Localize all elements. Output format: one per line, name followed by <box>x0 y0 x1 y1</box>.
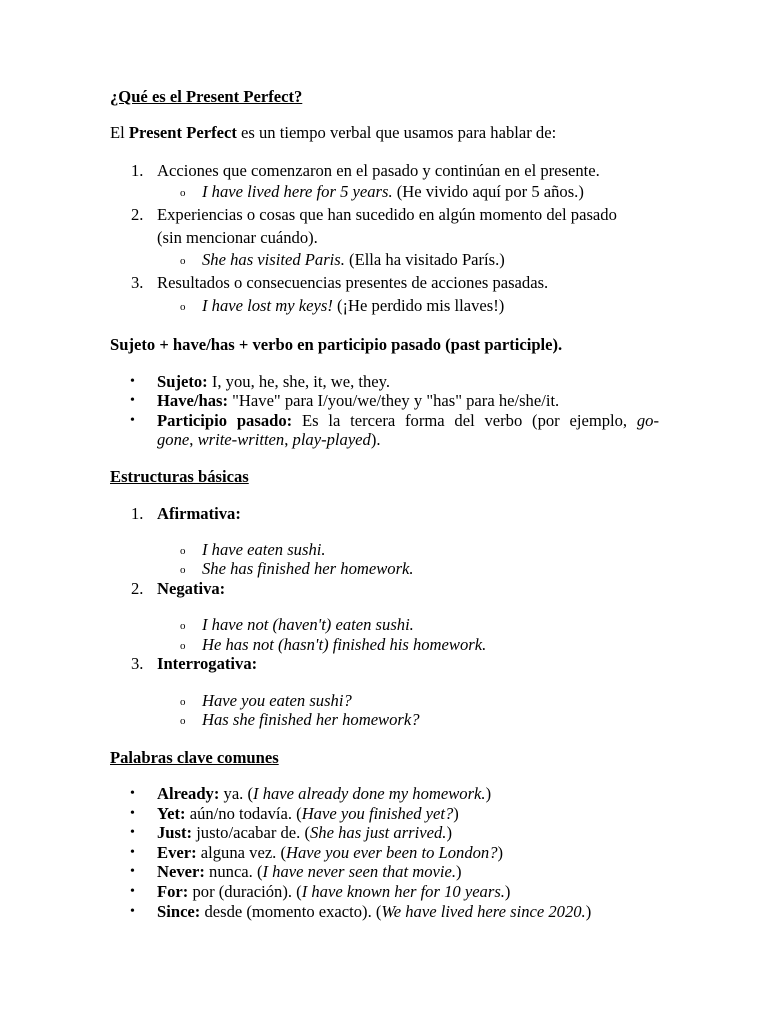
bullet-icon: • <box>130 864 135 879</box>
sub-bullet-icon: o <box>180 187 186 199</box>
keyword-close: ) <box>585 902 592 921</box>
formula-part-end: ). <box>370 430 381 449</box>
structure-example-text: Have you eaten sushi? <box>202 691 352 710</box>
formula-part <box>157 372 659 392</box>
use-text-continued: (sin mencionar cuándo). <box>157 228 318 247</box>
formula-part-example: write-written <box>197 430 285 449</box>
sub-bullet-icon: o <box>180 640 186 652</box>
keyword-example: She has just arrived. <box>310 823 447 842</box>
keyword-example: I have never seen that movie. <box>262 862 457 881</box>
use-number: 3. <box>131 273 144 292</box>
keyword-label: Yet: <box>157 804 186 823</box>
intro-bold: Present Perfect <box>128 123 237 142</box>
formula-part-label: Participio pasado: <box>157 411 293 430</box>
keyword-close: ) <box>485 784 492 803</box>
sub-bullet-icon: o <box>180 564 186 576</box>
keyword-meaning: justo/acabar de. ( <box>192 823 310 842</box>
keyword-meaning: alguna vez. ( <box>196 843 287 862</box>
formula-part-sep: , <box>284 430 293 449</box>
keyword-meaning: desde (momento exacto). ( <box>200 902 382 921</box>
intro-pre: El <box>110 123 129 142</box>
use-example <box>180 250 505 272</box>
use-text: Resultados o consecuencias presentes de acciones pasadas. <box>157 273 549 292</box>
keyword-close: ) <box>497 843 504 862</box>
use-number: 1. <box>131 161 144 180</box>
example-translation: (¡He perdido mis llaves!) <box>332 296 505 315</box>
keyword-label: For: <box>157 882 189 901</box>
structure-example <box>180 559 414 581</box>
formula-part <box>157 391 659 411</box>
sub-bullet-icon: o <box>180 620 186 632</box>
formula-part-label: Have/has: <box>157 391 228 410</box>
keyword-item <box>157 823 659 843</box>
bullet-icon: • <box>130 845 135 860</box>
use-example <box>180 182 584 204</box>
intro-paragraph <box>110 123 660 143</box>
formula-part-example: go- <box>636 411 659 430</box>
keyword-example: Have you ever been to London? <box>286 843 498 862</box>
sub-bullet-icon: o <box>180 255 186 267</box>
structure-number: 3. <box>131 654 144 673</box>
example-translation: (Ella ha visitado París.) <box>344 250 505 269</box>
keyword-label: Just: <box>157 823 193 842</box>
sub-bullet-icon: o <box>180 545 186 557</box>
formula-part-sep: , <box>189 430 198 449</box>
keyword-label: Never: <box>157 862 205 881</box>
formula-part-text: Es la tercera forma del verbo (por ejemplo, <box>292 411 637 430</box>
structure-example-text: I have not (haven't) eaten sushi. <box>202 615 414 634</box>
keyword-close: ) <box>456 862 462 881</box>
structure-example-text: I have eaten sushi. <box>202 540 326 559</box>
use-number: 2. <box>131 205 144 224</box>
keyword-item <box>157 784 659 804</box>
bullet-icon: • <box>130 786 135 801</box>
example-english: She has visited Paris. <box>202 250 345 269</box>
keyword-close: ) <box>504 882 511 901</box>
bullet-icon: • <box>130 413 135 428</box>
keyword-close: ) <box>446 823 452 842</box>
keyword-label: Ever: <box>157 843 197 862</box>
sub-bullet-icon: o <box>180 715 186 727</box>
keyword-item <box>157 843 659 863</box>
heading-keywords: Palabras clave comunes <box>110 748 279 767</box>
formula-part-text: "Have" para I/you/we/they y "has" para he/she/it. <box>228 391 560 410</box>
keyword-item <box>157 902 659 922</box>
keyword-item <box>157 862 659 882</box>
keyword-meaning: ya. ( <box>219 784 254 803</box>
structure-number: 1. <box>131 504 144 523</box>
keyword-item <box>157 882 659 902</box>
structure-example-text: He has not (hasn't) finished his homework. <box>202 635 487 654</box>
bullet-icon: • <box>130 393 135 408</box>
keyword-label: Already: <box>157 784 220 803</box>
structure-label: Afirmativa: <box>157 504 241 523</box>
formula-part-example: gone <box>157 430 190 449</box>
structure-example <box>180 615 414 637</box>
formula-heading: Sujeto + have/has + verbo en participio pasado (past participle). <box>110 335 563 354</box>
formula-part-text: I, you, he, she, it, we, they. <box>207 372 391 391</box>
bullet-icon: • <box>130 806 135 821</box>
sub-bullet-icon: o <box>180 696 186 708</box>
use-text: Acciones que comenzaron en el pasado y continúan en el presente. <box>157 161 600 180</box>
keyword-example: I have known her for 10 years. <box>301 882 505 901</box>
structure-example <box>180 710 420 732</box>
example-translation: (He vivido aquí por 5 años.) <box>392 182 584 201</box>
formula-part <box>157 411 659 431</box>
bullet-icon: • <box>130 374 135 389</box>
structure-label: Negativa: <box>157 579 226 598</box>
sub-bullet-icon: o <box>180 301 186 313</box>
structure-number: 2. <box>131 579 144 598</box>
example-english: I have lived here for 5 years. <box>202 182 393 201</box>
structure-example-text: Has she finished her homework? <box>202 710 420 729</box>
heading-what-is-present-perfect: ¿Qué es el Present Perfect? <box>110 87 303 106</box>
bullet-icon: • <box>130 884 135 899</box>
keyword-example: We have lived here since 2020. <box>381 902 586 921</box>
keyword-meaning: nunca. ( <box>204 862 263 881</box>
keyword-example: I have already done my homework. <box>253 784 486 803</box>
structure-example-text: She has finished her homework. <box>202 559 414 578</box>
bullet-icon: • <box>130 904 135 919</box>
structure-label: Interrogativa: <box>157 654 258 673</box>
use-text: Experiencias o cosas que han sucedido en algún momento del pasado <box>157 205 617 224</box>
keyword-close: ) <box>453 804 459 823</box>
bullet-icon: • <box>130 825 135 840</box>
keyword-example: Have you finished yet? <box>301 804 454 823</box>
use-example <box>180 296 504 318</box>
example-english: I have lost my keys! <box>202 296 333 315</box>
keyword-meaning: por (duración). ( <box>188 882 302 901</box>
formula-part-label: Sujeto: <box>157 372 208 391</box>
intro-post: es un tiempo verbal que usamos para hablar de: <box>236 123 557 142</box>
keyword-item <box>157 804 659 824</box>
keyword-meaning: aún/no todavía. ( <box>185 804 302 823</box>
heading-structures: Estructuras básicas <box>110 467 249 486</box>
formula-part-example: play-played <box>292 430 371 449</box>
formula-part-continued <box>157 430 659 450</box>
keyword-label: Since: <box>157 902 201 921</box>
